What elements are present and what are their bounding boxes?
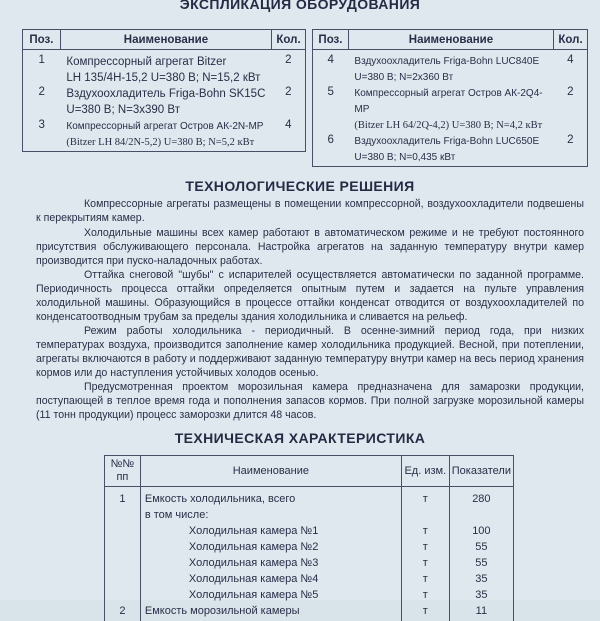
table-row (105, 573, 514, 589)
row-value: 100 (449, 525, 513, 541)
row-value: 55 (449, 541, 513, 557)
equipment-row (23, 119, 306, 152)
col-name-header: Наименование (348, 30, 553, 50)
row-value: 35 (449, 573, 513, 589)
row-name: Емкость морозильной камеры (140, 605, 401, 621)
row-name-line1: Компрессорный агрегат Остров АК-2Q4-МР (354, 88, 543, 115)
col-pos-header: Поз. (313, 30, 349, 50)
row-unit: т (401, 605, 449, 621)
row-num (105, 525, 141, 541)
row-name-line2: LH 135/4H-15,2 U=380 В; N=15,2 кВт (66, 72, 261, 84)
row-name-line1: Вздухоохладитель Friga-Bohn LUC650E (354, 136, 540, 147)
row-num (105, 541, 141, 557)
row-name: Холодильная камера №2 (140, 541, 401, 557)
table-row (105, 525, 514, 541)
row-num: 1 (105, 487, 141, 510)
row-name: Холодильная камера №4 (140, 573, 401, 589)
row-name-line2: U=380 В; N=2x360 Вт (354, 72, 454, 83)
row-num (105, 573, 141, 589)
row-name: Холодильная камера №3 (140, 557, 401, 573)
equipment-row (23, 86, 306, 118)
row-name: в том числе: (140, 509, 401, 525)
tech-specs-title: ТЕХНИЧЕСКАЯ ХАРАКТЕРИСТИКА (174, 430, 426, 446)
row-value: 35 (449, 589, 513, 605)
col-pos-header: Поз. (23, 30, 61, 50)
equipment-table-right (312, 29, 588, 167)
row-qty: 4 (285, 118, 292, 131)
row-name-line2: (Bitzer LH 84/2N-5,2) U=380 В; N=5,2 кВт (66, 136, 255, 148)
row-qty: 2 (285, 54, 292, 66)
row-unit: т (401, 573, 449, 589)
paragraph: Предусмотренная проектом морозильная камера предназначена для замарозки продукции, поступающей в теплое время года и пополнения запасов кормов. При полной загрузке морозильной камеры (11 тонн продукции) процесс заморозки длится 48 часов. (36, 381, 584, 421)
row-unit: т (401, 487, 449, 510)
row-qty: 2 (567, 86, 574, 98)
col-qty-header: Кол. (554, 30, 588, 50)
tech-solutions-title: ТЕХНОЛОГИЧЕСКИЕ РЕШЕНИЯ (185, 178, 415, 194)
table-row (105, 589, 514, 605)
table-row (105, 605, 514, 621)
tech-specs-table (104, 455, 514, 621)
row-name-line1: Компрессорный агрегат Bitzer (66, 56, 227, 68)
paragraph: Оттайка снеговой "шубы" с испарителей осуществляется автоматически по заданной программе. Периодичность процесса оттайки определяется опытным путем и задается на пульте управления холодильной машины. Образующийся в процессе оттайки конденсат отводится от воздухоохладителей по конденсатоотводным трубам за пределы здания холодильника и сливается на рельеф. (36, 269, 584, 323)
row-num (105, 589, 141, 605)
col-num-header: №№ пп (105, 456, 141, 487)
row-pos: 2 (38, 86, 45, 99)
row-value (449, 509, 513, 525)
equipment-row (23, 50, 306, 87)
col-unit-header: Ед. изм. (401, 456, 449, 487)
row-unit: т (401, 557, 449, 573)
row-qty: 2 (285, 86, 292, 99)
row-name-line1: Вздухоохладитель Friga-Bohn SK15C (66, 88, 266, 101)
row-name-line1: Вздухоохладитель Friga-Bohn LUC840E (354, 56, 540, 67)
row-unit: т (401, 525, 449, 541)
row-name: Холодильная камера №5 (140, 589, 401, 605)
row-name: Холодильная камера №1 (140, 525, 401, 541)
row-pos: 4 (327, 54, 334, 66)
row-value: 280 (449, 487, 513, 510)
equipment-title: ЭКСПЛИКАЦИЯ ОБОРУДОВАНИЯ (179, 0, 421, 12)
row-name-line1: Компрессорный агрегат Остров АК-2N-МР (66, 120, 264, 132)
paragraph: Холодильные машины всех камер работают в автоматическом режиме и не требуют постоянного присутствия обслуживающего персонала. Настройка агрегатов на заданную температуру внутри камер производится при пуско-наладочных работах. (36, 227, 584, 267)
table-row (105, 541, 514, 557)
row-unit: т (401, 589, 449, 605)
col-qty-header: Кол. (272, 30, 306, 50)
equipment-table-left (22, 29, 306, 152)
row-value: 55 (449, 557, 513, 573)
row-name-line2: U=380 В; N=3x390 Вт (66, 104, 180, 117)
row-pos: 3 (38, 118, 45, 131)
row-unit (401, 509, 449, 525)
col-name-header: Наименование (60, 30, 271, 50)
col-name-header: Наименование (140, 456, 401, 487)
row-value: 11 (449, 605, 513, 621)
paragraph: Компрессорные агрегаты размещены в помещении компрессорной, воздухоохладители подвешены к перекрытиям камер. (36, 198, 584, 224)
table-row (105, 509, 514, 525)
row-qty: 4 (567, 54, 574, 66)
row-pos: 5 (327, 86, 334, 98)
row-unit: т (401, 541, 449, 557)
row-pos: 1 (38, 54, 45, 66)
equipment-row (313, 50, 588, 87)
row-num: 2 (105, 605, 141, 621)
row-pos: 6 (327, 134, 334, 146)
row-name-line2: U=380 В; N=0,435 кВт (354, 152, 456, 163)
row-name-line2: (Bitzer LH 64/2Q-4,2) U=380 В; N=4,2 кВт (354, 120, 543, 131)
col-value-header: Показатели (449, 456, 513, 487)
equipment-row (313, 86, 588, 134)
paragraph: Режим работы холодильника - периодичный. В осенне-зимний период года, при низких температурах воздуха, производится заполнение камер холодильника продукцией. Весной, при потеплении, агрегаты включаются в работу и поддерживают заданную температуру внутри камер на весь период хранения кормов или до наступления устойчивых холодов осенью. (36, 325, 584, 379)
table-row (105, 487, 514, 510)
row-name: Емкость холодильника, всего (140, 487, 401, 510)
row-num (105, 509, 141, 525)
row-num (105, 557, 141, 573)
row-qty: 2 (567, 134, 574, 146)
equipment-row (313, 134, 588, 167)
table-row (105, 557, 514, 573)
